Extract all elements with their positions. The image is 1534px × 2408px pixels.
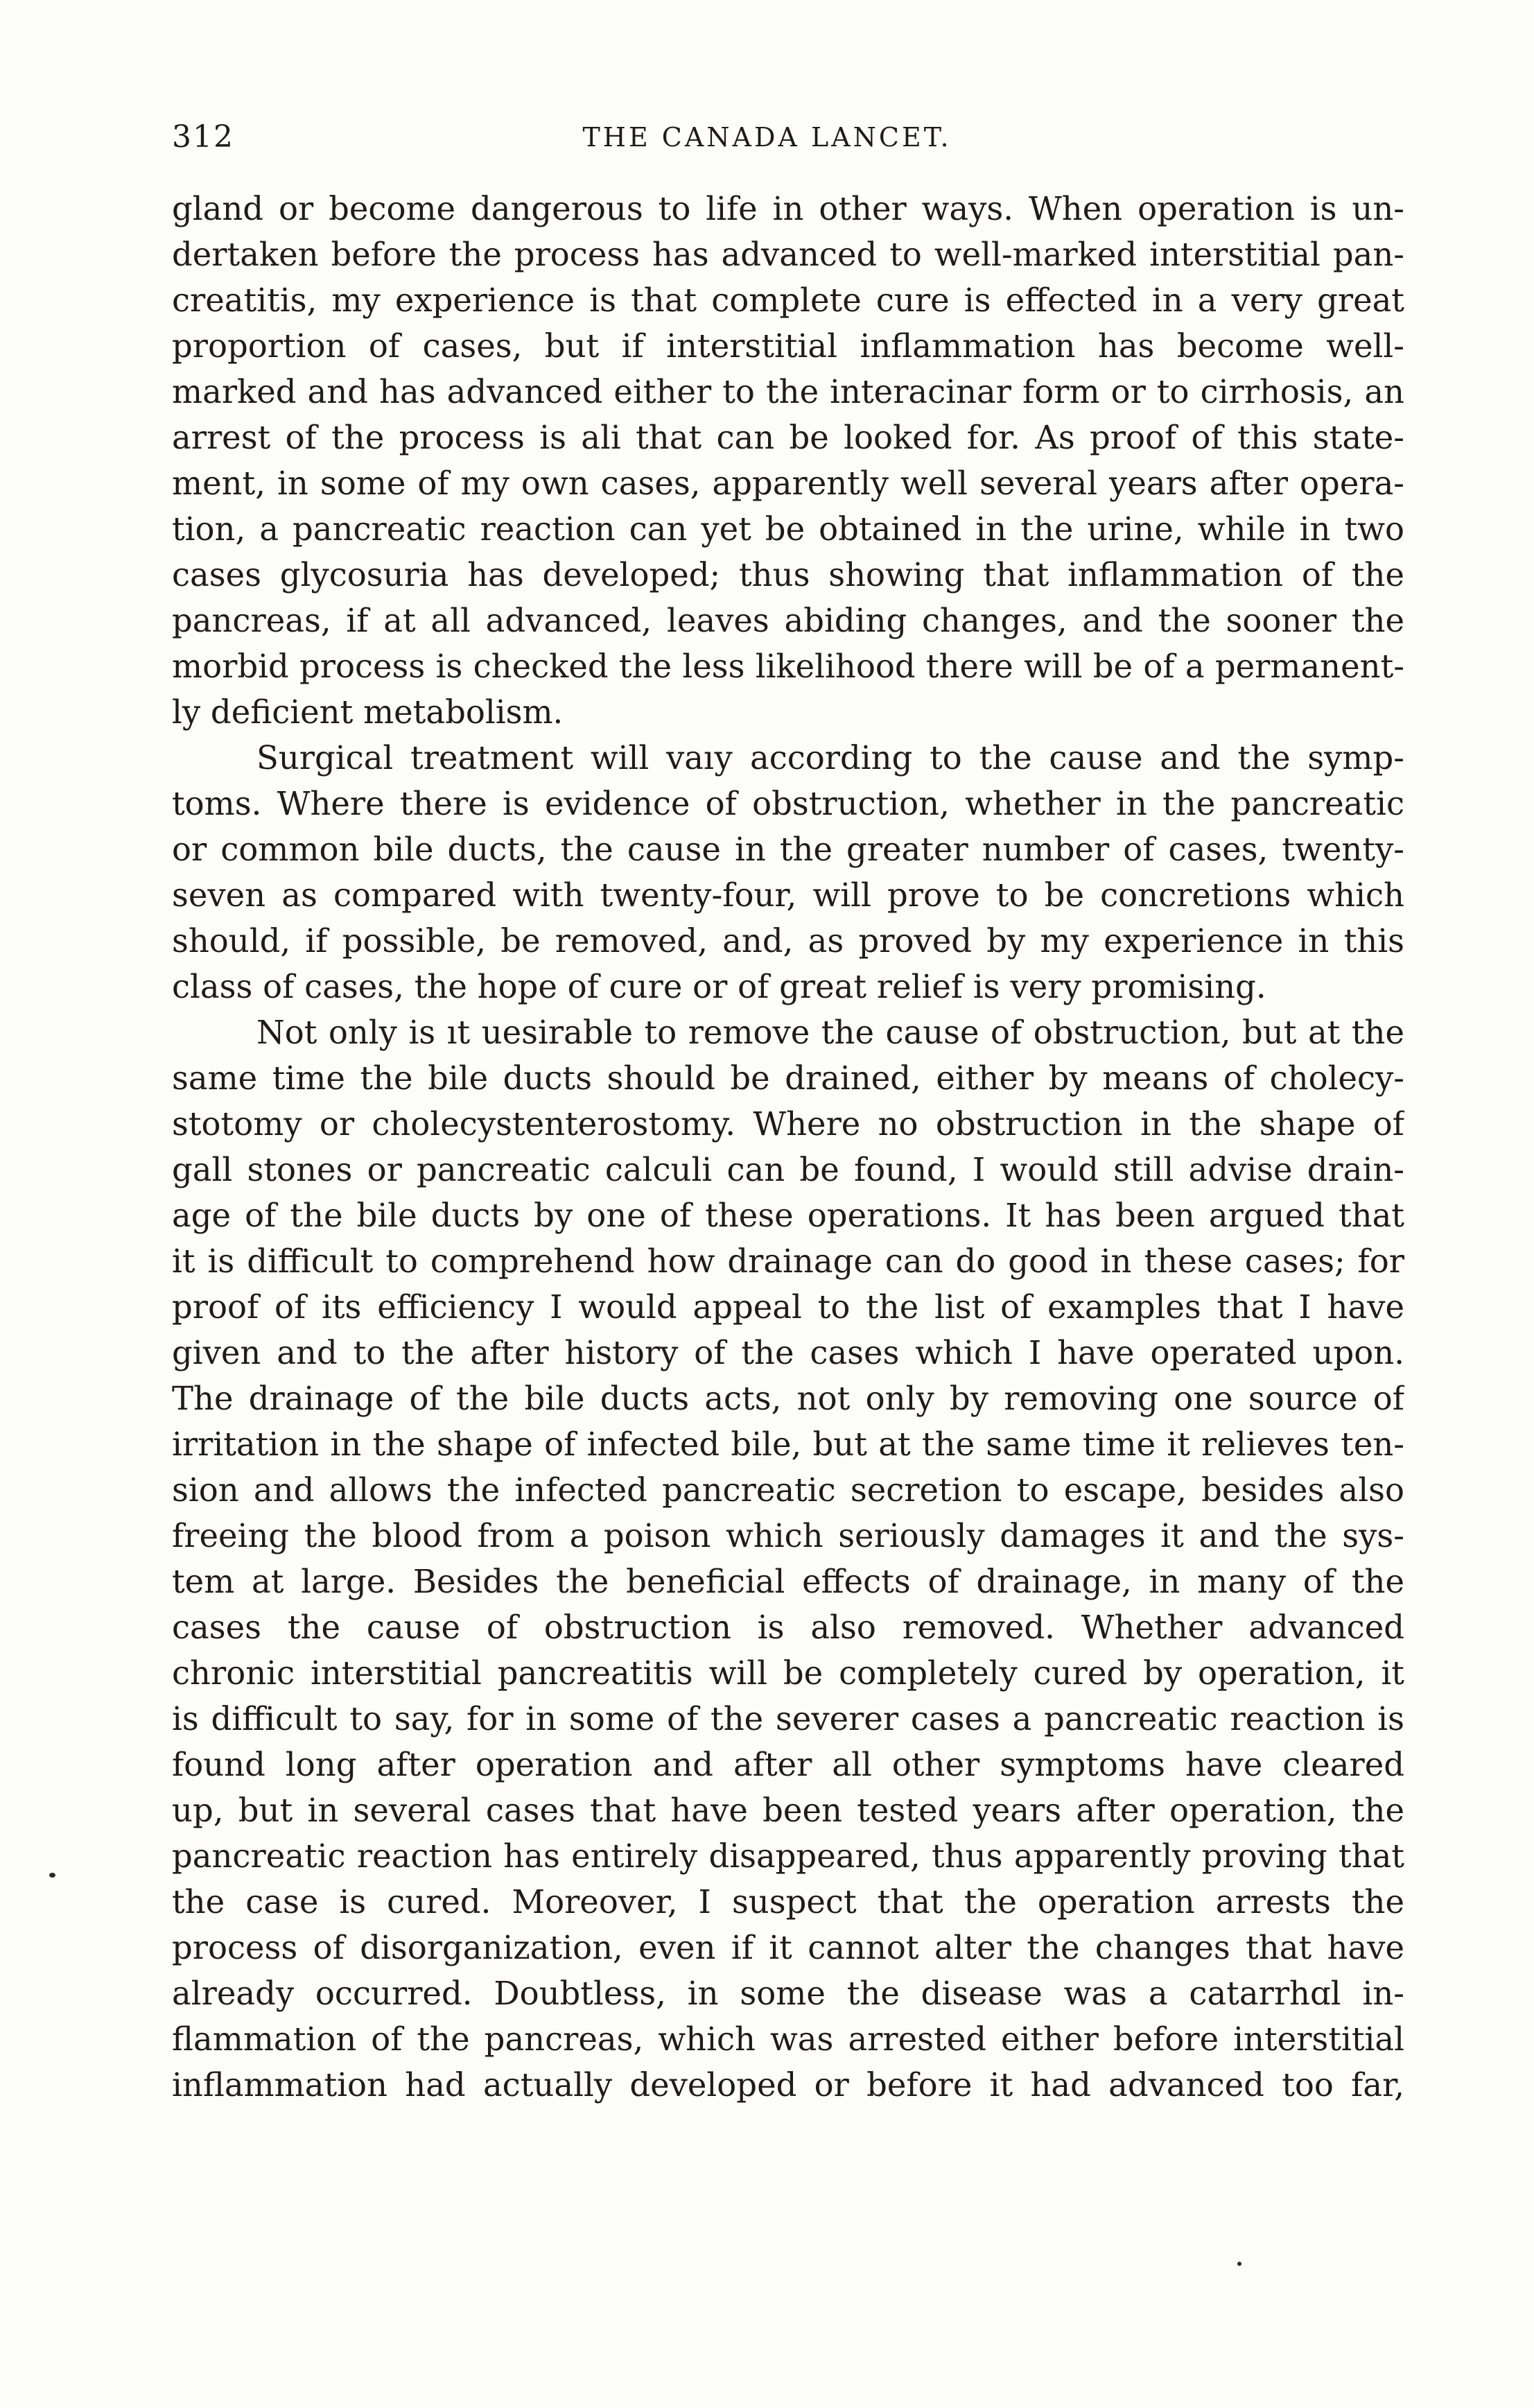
text-line: proportion of cases, but if interstitial inflammation has become well- — [172, 327, 1404, 365]
text-line: tem at large. Besides the beneficial effects of drainage, in many of the — [172, 1563, 1404, 1600]
text-line: the case is cured. Moreover, I suspect that the operation arrests the — [172, 1883, 1404, 1921]
text-line: age of the bile ducts by one of these operations. It has been argued that — [172, 1197, 1404, 1234]
text-line: ly deficient metabolism. — [172, 693, 564, 731]
text-line: tion, a pancreatic reaction can yet be obtained in the urine, while in two — [172, 510, 1404, 548]
text-line: seven as compared with twenty-four, will prove to be concretions which — [172, 876, 1404, 914]
text-line: cases glycosuria has developed; thus showing that inflammation of the — [172, 556, 1404, 594]
text-line: pancreas, if at all advanced, leaves abiding changes, and the sooner the — [172, 602, 1404, 639]
text-line: irritation in the shape of infected bile, but at the same time it relieves ten- — [172, 1426, 1404, 1463]
text-line: stotomy or cholecystenterostomy. Where no obstruction in the shape of — [172, 1105, 1404, 1143]
text-line: gland or become dangerous to life in other ways. When operation is un- — [172, 190, 1404, 227]
text-line: The drainage of the bile ducts acts, not only by removing one source of — [172, 1380, 1404, 1417]
text-line: arrest of the process is ali that can be looked for. As proof of this state- — [172, 419, 1404, 456]
text-line: dertaken before the process has advanced to well-marked interstitial pan- — [172, 236, 1404, 273]
margin-speck — [49, 1873, 55, 1878]
text-line: found long after operation and after all other symptoms have cleared — [172, 1746, 1404, 1783]
text-line: gall stones or pancreatic calculi can be found, I would still advise drain- — [172, 1151, 1404, 1188]
text-line: Not only is ıt uesirable to remove the cause of obstruction, but at the — [256, 1014, 1404, 1051]
text-line: class of cases, the hope of cure or of great relief is very promising. — [172, 968, 1266, 1005]
text-line: creatitis, my experience is that complete cure is effected in a very great — [172, 281, 1404, 319]
text-line: ment, in some of my own cases, apparently well several years after opera- — [172, 465, 1404, 502]
text-line: toms. Where there is evidence of obstruction, whether in the pancreatic — [172, 785, 1404, 822]
margin-speck — [1237, 2262, 1241, 2266]
text-line: given and to the after history of the cases which I have operated upon. — [172, 1334, 1404, 1371]
page-number: 312 — [172, 119, 234, 155]
running-head: THE CANADA LANCET. — [582, 122, 952, 153]
text-line: up, but in several cases that have been tested years after operation, the — [172, 1792, 1404, 1829]
text-line: sion and allows the infected pancreatic secretion to escape, besides also — [172, 1471, 1404, 1509]
text-line: should, if possible, be removed, and, as proved by my experience in this — [172, 922, 1404, 960]
text-line: flammation of the pancreas, which was arrested either before interstitial — [172, 2020, 1404, 2058]
text-line: pancreatic reaction has entirely disappeared, thus apparently proving that — [172, 1837, 1404, 1875]
text-line: process of disorganization, even if it cannot alter the changes that have — [172, 1929, 1404, 1966]
text-line: chronic interstitial pancreatitis will be completely cured by operation, it — [172, 1654, 1404, 1692]
text-line: it is difficult to comprehend how drainage can do good in these cases; for — [172, 1242, 1404, 1280]
text-line: proof of its efficiency I would appeal to the list of examples that I have — [172, 1288, 1404, 1326]
text-line: marked and has advanced either to the interacinar form or to cirrhosis, an — [172, 373, 1404, 410]
text-line: Surgical treatment will vaıу according to the cause and the symp- — [256, 739, 1404, 777]
text-line: same time the bile ducts should be drained, either by means of cholecy- — [172, 1059, 1404, 1097]
text-line: already occurred. Doubtless, in some the disease was a catarrhɑl in- — [172, 1975, 1404, 2012]
text-line: freeing the blood from a poison which seriously damages it and the sys- — [172, 1517, 1404, 1554]
text-line: cases the cause of obstruction is also removed. Whether advanced — [172, 1609, 1404, 1646]
text-line: or common bile ducts, the cause in the greater number of cases, twenty- — [172, 831, 1404, 868]
text-line: inflammation had actually developed or before it had advanced too far, — [172, 2066, 1404, 2104]
text-line: is difficult to say, for in some of the severer cases a pancreatic reaction is — [172, 1700, 1404, 1738]
body-text — [172, 186, 1404, 2108]
text-line: morbid process is checked the less likelihood there will be of a permanent- — [172, 648, 1404, 685]
